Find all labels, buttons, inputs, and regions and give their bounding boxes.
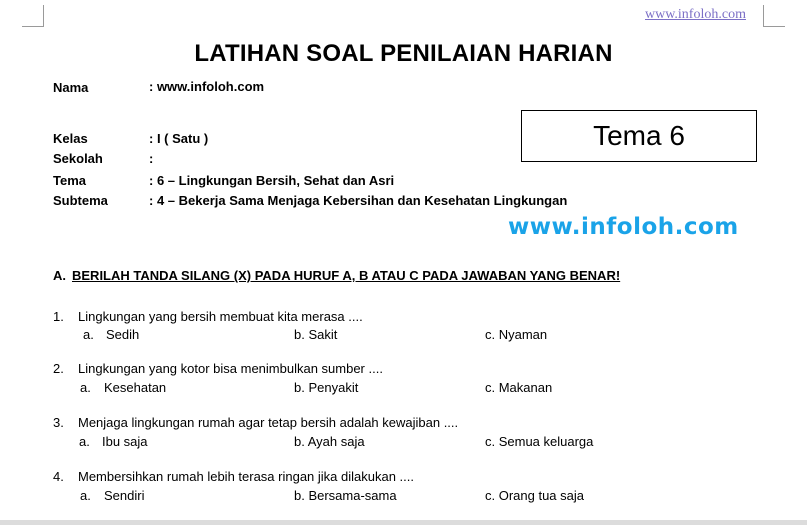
field-value-tema: : 6 – Lingkungan Bersih, Sehat dan Asri: [149, 173, 395, 188]
option-a: Sendiri: [104, 488, 145, 503]
question-text: Lingkungan yang kotor bisa menimbulkan sumber ....: [78, 361, 383, 376]
watermark: www.infoloh.com: [508, 214, 739, 240]
field-value-nama: : www.infoloh.com: [149, 79, 265, 94]
option-a: Sedih: [106, 327, 140, 342]
option-letter: a.: [80, 488, 91, 503]
page-title: LATIHAN SOAL PENILAIAN HARIAN: [194, 40, 613, 67]
field-label-kelas: Kelas: [53, 131, 88, 146]
tema-box-label: Tema 6: [593, 120, 685, 151]
question-number: 1.: [53, 309, 64, 324]
field-label-sekolah: Sekolah: [53, 151, 103, 166]
question-text: Menjaga lingkungan rumah agar tetap bersih adalah kewajiban ....: [78, 415, 459, 430]
option-letter: a.: [79, 434, 90, 449]
header-link[interactable]: www.infoloh.com: [645, 7, 746, 22]
option-letter: a.: [83, 327, 94, 342]
option-b: b. Ayah saja: [294, 434, 365, 449]
question-text: Membersihkan rumah lebih terasa ringan jika dilakukan ....: [78, 469, 415, 484]
question-text: Lingkungan yang bersih membuat kita merasa ....: [78, 309, 363, 324]
field-value-kelas: : I ( Satu ): [149, 131, 209, 146]
option-c: c. Semua keluarga: [485, 434, 594, 449]
option-b: b. Bersama-sama: [294, 488, 397, 503]
margin-corner-mark: [43, 5, 44, 27]
question-number: 3.: [53, 415, 64, 430]
option-b: b. Penyakit: [294, 380, 359, 395]
option-a: Ibu saja: [102, 434, 148, 449]
option-c: c. Orang tua saja: [485, 488, 584, 503]
margin-corner-mark: [763, 26, 785, 27]
field-label-subtema: Subtema: [53, 193, 108, 208]
page-bottom-edge: [0, 520, 807, 525]
option-b: b. Sakit: [294, 327, 338, 342]
margin-corner-mark: [763, 5, 764, 27]
option-letter: a.: [80, 380, 91, 395]
margin-corner-mark: [22, 26, 44, 27]
field-label-nama: Nama: [53, 80, 89, 95]
option-c: c. Makanan: [485, 380, 553, 395]
question-number: 4.: [53, 469, 64, 484]
section-heading: [53, 268, 620, 283]
question-number: 2.: [53, 361, 64, 376]
field-label-tema: Tema: [53, 173, 86, 188]
field-value-subtema: : 4 – Bekerja Sama Menjaga Kebersihan dan Kesehatan Lingkungan: [149, 193, 568, 208]
section-letter: A.: [53, 268, 66, 283]
section-instruction: BERILAH TANDA SILANG (X) PADA HURUF A, B ATAU C PADA JAWABAN YANG BENAR!: [72, 268, 621, 283]
option-c: c. Nyaman: [485, 327, 548, 342]
option-a: Kesehatan: [104, 380, 167, 395]
tema-box: [521, 110, 757, 162]
field-value-sekolah: :: [149, 151, 154, 166]
